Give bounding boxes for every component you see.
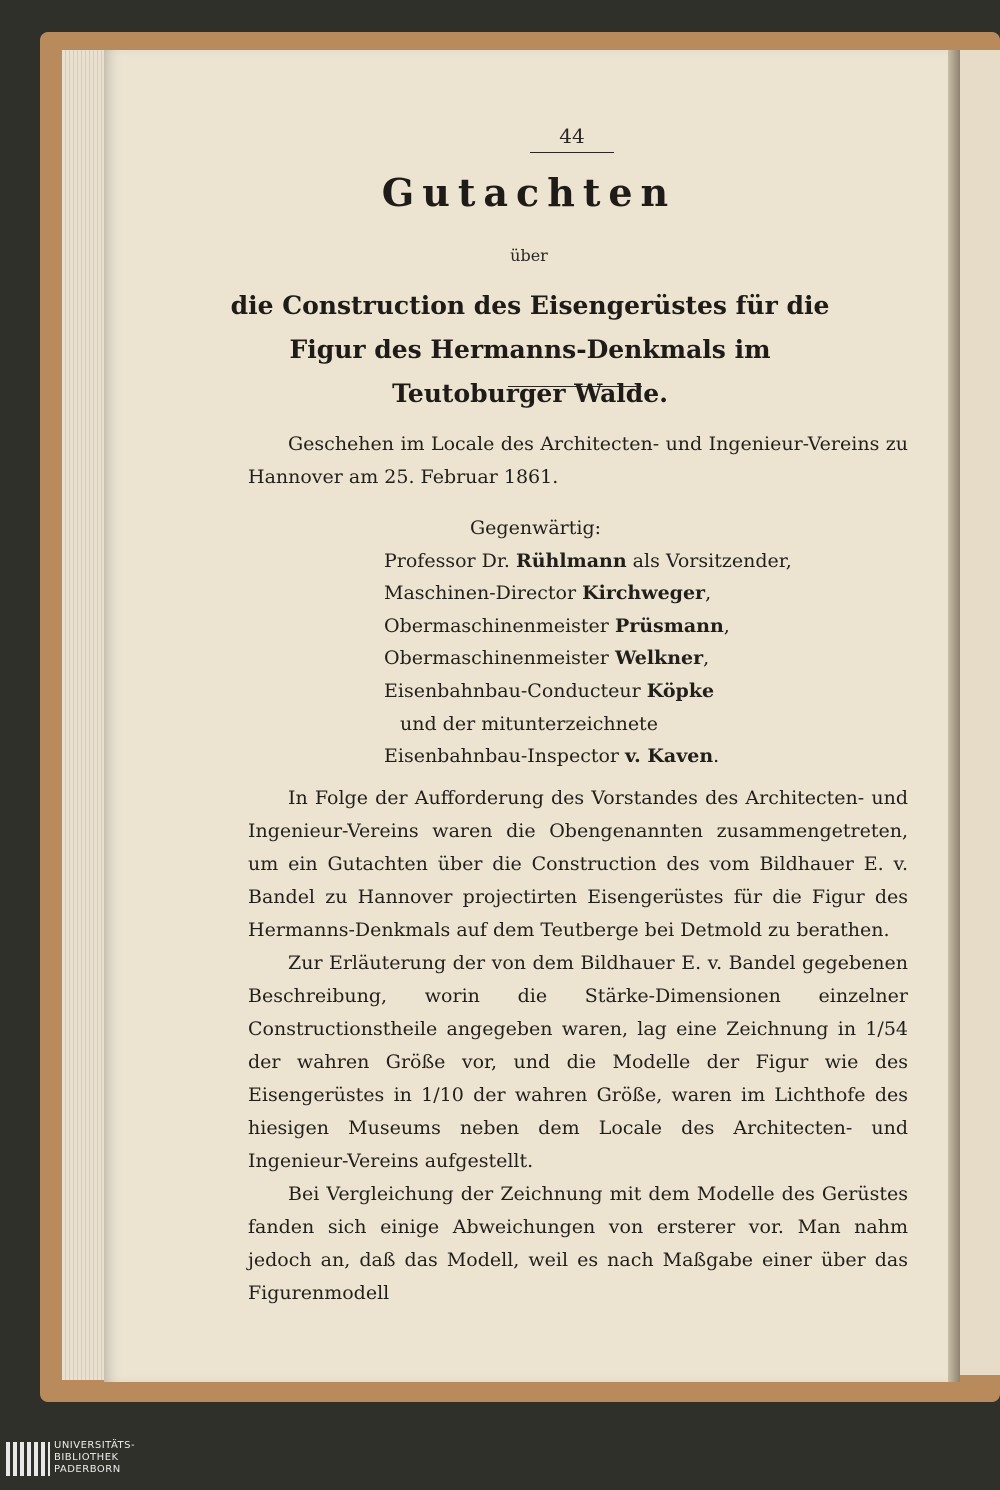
attendee-name: Kirchweger <box>582 582 706 605</box>
attendee-line <box>384 642 804 675</box>
page-number: 44 <box>530 124 614 153</box>
page-edges <box>62 50 106 1380</box>
attendee-line <box>384 577 804 610</box>
attendee-role: Eisenbahnbau-Conducteur <box>384 679 647 702</box>
attendee-role: Professor Dr. <box>384 549 516 572</box>
attendee-heading: Gegenwärtig: <box>470 517 602 539</box>
attendee-suffix: , <box>705 582 712 605</box>
attendee-connector: und der mitunterzeichnete <box>400 712 658 735</box>
attendee-role: Obermaschinenmeister <box>384 614 615 637</box>
attendee-suffix: , <box>703 647 710 670</box>
library-logo-line: PADERBORN <box>54 1464 121 1475</box>
attendee-name: Prüsmann <box>614 614 724 637</box>
library-logo <box>0 1440 136 1480</box>
attendee-line <box>384 740 804 773</box>
attendee-name: Köpke <box>646 679 715 702</box>
main-text <box>248 782 908 1310</box>
library-logo-icon <box>6 1442 50 1476</box>
attendee-line <box>384 675 804 708</box>
body-paragraph: Zur Erläuterung der von dem Bildhauer E. v. Bandel gegebenen Beschreibung, worin die Stärke-Dimensionen einzelner Constructionstheile angegeben waren, lag eine Zeichnung in 1/54 der wahren Größe vor, und die Modelle der Figur wie des Eisengerüstes in 1/10 der wahren Größe, waren im Lichthofe des hiesigen Museums neben dem Locale des Architecten- und Ingenieur-Vereins aufgestellt. <box>248 952 908 1172</box>
attendee-role: Eisenbahnbau-Inspector <box>384 745 626 768</box>
attendee-name: Welkner <box>614 647 704 670</box>
intro-block <box>248 428 908 494</box>
attendee-suffix: . <box>713 745 720 768</box>
body-paragraph: Bei Vergleichung der Zeichnung mit dem Modelle des Gerüstes fanden sich einige Abweichungen von ersterer vor. Man nahm jedoch an, daß das Modell, weil es nach Maßgabe einer über das Figurenmodell <box>248 1183 908 1304</box>
attendee-line <box>384 545 804 578</box>
library-logo-text <box>54 1440 144 1476</box>
attendee-role: Maschinen-Director <box>384 582 583 605</box>
attendee-list <box>384 512 804 773</box>
library-logo-line: UNIVERSITÄTS- <box>54 1440 136 1451</box>
attendee-role: Obermaschinenmeister <box>384 647 615 670</box>
attendee-suffix: , <box>723 614 730 637</box>
body-paragraph: In Folge der Aufforderung des Vorstandes des Architecten- und Ingenieur-Vereins waren die Obengenannten zusammengetreten, um ein Gutachten über die Construction des vom Bildhauer E. v. Bandel zu Hannover projectirten Eisengerüstes für die Figur des Hermanns-Denkmals auf dem Teutberge bei Detmold zu berathen. <box>248 787 908 941</box>
library-logo-line: BIBLIOTHEK <box>54 1452 119 1463</box>
intro-paragraph: Geschehen im Locale des Architecten- und Ingenieur-Vereins zu Hannover am 25. Februar 1861. <box>248 433 908 488</box>
attendee-name: v. Kaven <box>625 745 714 768</box>
page-title: Gutachten <box>381 170 677 215</box>
attendee-suffix: als Vorsitzender, <box>626 549 792 572</box>
attendee-name: Rühlmann <box>515 549 627 572</box>
title-connector: über <box>510 246 548 265</box>
title-divider <box>508 386 642 387</box>
attendee-line <box>384 610 804 643</box>
page-subtitle: die Construction des Eisengerüstes für die Figur des Hermanns-Denkmals im Teutoburger Walde. <box>230 291 830 408</box>
next-page-edge <box>960 50 1000 1375</box>
